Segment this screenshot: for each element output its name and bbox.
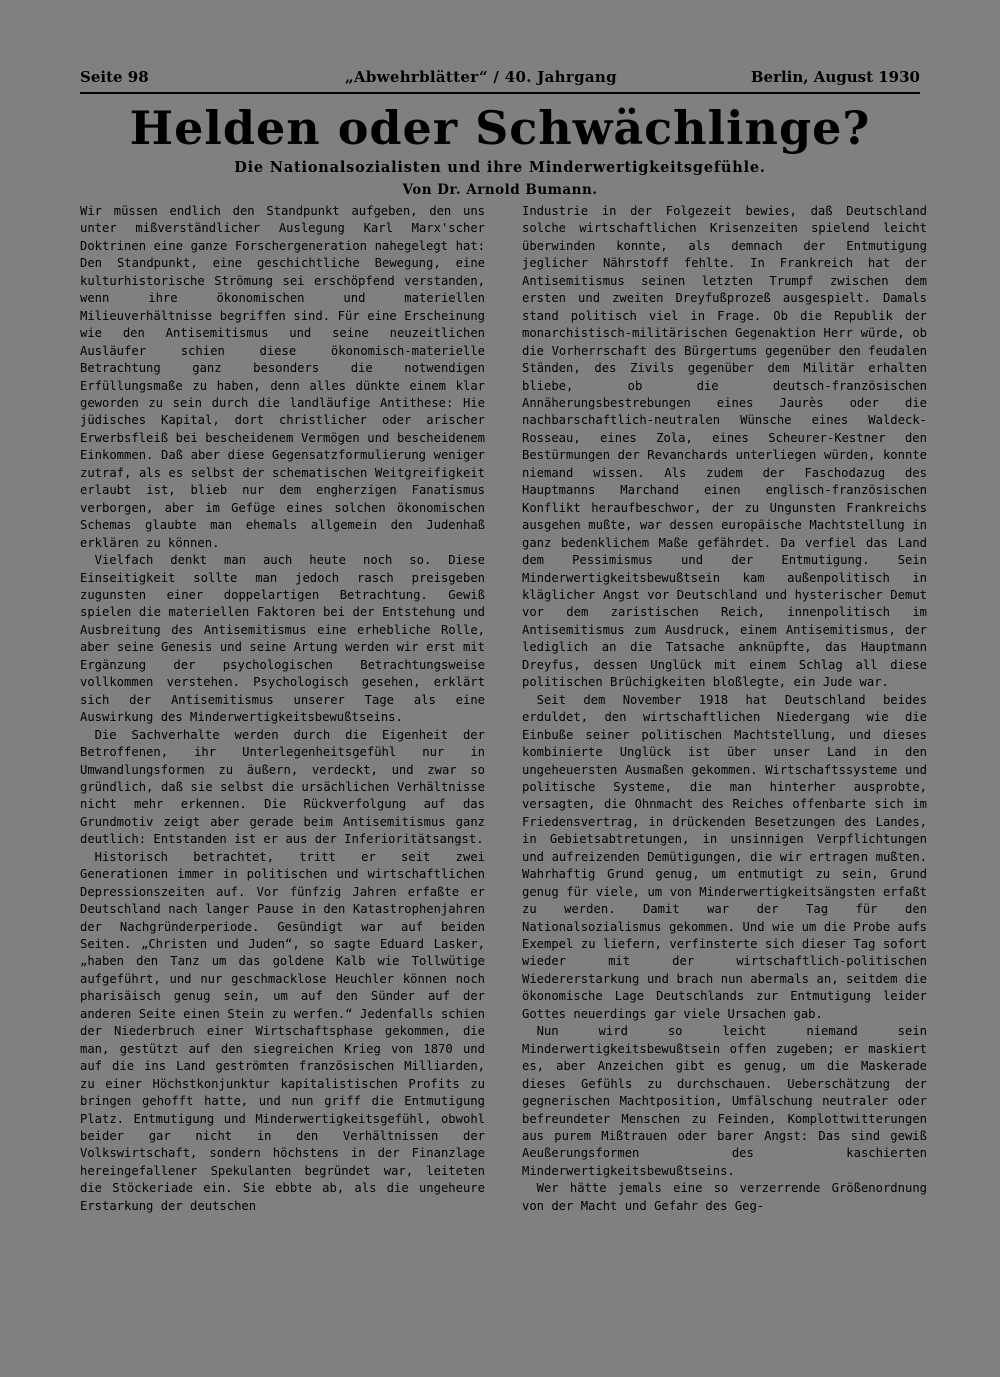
article-author: Von Dr. Arnold Bumann. — [402, 182, 598, 198]
article-title: Helden oder Schwächlinge? — [129, 101, 871, 155]
paragraph: Historisch betrachtet, tritt er seit zwei Generationen immer in politischen und wirtschaftlichen Depressionszeiten auf. Vor fünfzig Jahren erfaßte er Deutschland nach langer Pause in den Katastrophenjahren der Nachgründerperiode. Gesündigt war auf beiden Seiten. „Christen und Juden“, so sagte Eduard Lasker, „haben den Tanz um das goldene Kalb wie Tollwütige aufgeführt, und nur geschmacklose Heuchler können noch pharisäisch genug sein, um auf den Sünder auf der anderen Seite einen Stein zu werfen.“ Jedenfalls schien der Niederbruch einer Wirtschaftsphase gekommen, die man, gestützt auf den siegreichen Krieg von 1870 und auf die ins Land geströmten französischen Milliarden, zu einer Höchstkonjunktur kapitalistischen Profits zu bringen gehofft hatte, und nun griff die Entmutigung Platz. Entmutigung und Minderwertigkeitsgefühl, obwohl beider gar nicht in den Verhältnissen der Volkswirtschaft, sondern höchstens in der Finanzlage hereingefallener Spekulanten begründet war, leiteten die Stöckeriade ein. Sie ebbte ab, als die ungeheure Erstarkung der deutschen — [80, 849, 485, 1213]
publication-info: „Abwehrblätter“ / 40. Jahrgang — [345, 68, 617, 86]
right-column — [522, 203, 927, 1215]
article-subtitle: Die Nationalsozialisten und ihre Minderwertigkeitsgefühle. — [234, 159, 766, 176]
paragraph: Seit dem November 1918 hat Deutschland beides erduldet, den wirtschaftlichen Niedergang wie die Einbuße seiner politischen Machtstellung, und dieses kombinierte Unglück ist über unser Land in den ungeheuersten Ausmaßen gekommen. Wirtschaftssysteme und politische Systeme, die man hinterher ausprobte, versagten, die Ohnmacht des Reiches offenbarte sich im Friedensvertrag, in drückenden Besetzungen des Landes, in Gebietsabtretungen, in unsinnigen Verpflichtungen und aufreizenden Demütigungen, die wir ertragen mußten. Wahrhaftig Grund genug, um entmutigt zu sein, Grund genug für viele, um von Minderwertigkeitsängsten erfaßt zu werden. Damit war der Tag für den Nationalsozialismus gekommen. Und wie um die Probe aufs Exempel zu liefern, verfinsterte sich dieser Tag sofort wieder mit der wirtschaftlich-politischen Wiedererstarkung und brach nun abermals an, seitdem die ökonomische Lage Deutschlands zur Entmutigung leider Gottes neuerdings gar viele Ursachen gab. — [522, 692, 927, 1021]
paragraph: Nun wird so leicht niemand sein Minderwertigkeitsbewußtsein offen zugeben; er maskiert es, aber Anzeichen gibt es genug, um die Maskerade dieses Gefühls zu durchschauen. Ueberschätzung der gegnerischen Machtposition, Umfälschung neutraler oder befreundeter Menschen zu Feinden, Komplottwitterungen aus purem Mißtrauen oder barer Angst: Das sind gewiß Aeußerungsformen des kaschierten Minderwertigkeitsbewußtseins. — [522, 1024, 927, 1178]
page-header — [80, 68, 920, 90]
paragraph: Die Sachverhalte werden durch die Eigenheit der Betroffenen, ihr Unterlegenheitsgefühl nur in Umwandlungsformen zu äußern, verdeckt, und zwar so gründlich, daß sie selbst die ursächlichen Verhältnisse nicht mehr erkennen. Die Rückverfolgung auf das Grundmotiv zeigt aber gerade beim Antisemitismus ganz deutlich: Entstanden ist er aus der Inferioritätsangst. — [80, 727, 485, 847]
paragraph: Vielfach denkt man auch heute noch so. Diese Einseitigkeit sollte man jedoch rasch preisgeben zugunsten einer doppelartigen Betrachtung. Gewiß spielen die materiellen Faktoren bei der Entstehung und Ausbreitung des Antisemitismus eine erhebliche Rolle, aber seine Genesis und seine Artung werden wir erst mit Ergänzung der psychologischen Betrachtungsweise vollkommen verstehen. Psychologisch gesehen, erklärt sich der Antisemitismus unserer Tage als eine Auswirkung des Minderwertigkeitsbewußtseins. — [80, 553, 485, 725]
page-number: Seite 98 — [80, 68, 149, 86]
left-column — [80, 203, 485, 1215]
place-date: Berlin, August 1930 — [750, 68, 920, 86]
paragraph: Industrie in der Folgezeit bewies, daß Deutschland solche wirtschaftlichen Krisenzeiten spielend leicht überwinden konnte, als demnach der Entmutigung jeglicher Nährstoff fehlte. In Frankreich hat der Antisemitismus seinen letzten Trumpf zwischen dem ersten und zweiten Dreyfußprozeß ausgespielt. Damals stand politisch viel in Frage. Ob die Republik der monarchistisch-militärischen Gegenaktion Herr würde, ob die Vorherrschaft des Bürgertums gegenüber den feudalen Ständen, des Zivils gegenüber dem Militär erhalten bliebe, ob die deutsch-französischen Annäherungsbestrebungen eines Jaurès oder die nachbarschaftlich-neutralen Wünsche eines Waldeck-Rosseau, eines Zola, eines Scheurer-Kestner den Bestürmungen der Revanchards unterliegen würden, konnte niemand wissen. Als zudem der Faschodazug des Hauptmanns Marchand einen englisch-französischen Konflikt heraufbeschwor, der zu Ungunsten Frankreichs ausgehen mußte, war dessen europäische Machtstellung in ganz bedenklichem Maße gefährdet. Da verfiel das Land dem Pessimismus und der Entmutigung. Sein Minderwertigkeitsbewußtsein kam außenpolitisch in kläglicher Angst vor Deutschland und hysterischer Demut vor dem zaristischen Reich, innenpolitisch im Antisemitismus zum Ausdruck, einem Antisemitismus, der lediglich an die Tatsache anknüpfte, das Hauptmann Dreyfus, dessen Unglück mit einem Schlag all diese politischen Brüchigkeiten bloßlegte, ein Jude war. — [522, 204, 927, 690]
header-rule — [80, 92, 920, 94]
paragraph: Wir müssen endlich den Standpunkt aufgeben, den uns unter mißverständlicher Auslegung Karl Marx'scher Doktrinen eine ganze Forschergeneration nahegelegt hat: Den Standpunkt, eine geschichtliche Bewegung, eine kulturhistorische Strömung sei erschöpfend verstanden, wenn ihre ökonomischen und materiellen Milieuverhältnisse begriffen sind. Für eine Erscheinung wie den Antisemitismus und seine neuzeitlichen Ausläufer schien diese ökonomisch-materielle Betrachtung ganz besonders die notwendigen Erfüllungsmaße zu haben, denn alles dünkte einem klar geworden zu sein durch die landläufige Antithese: Hie jüdisches Kapital, dort christlicher oder arischer Erwerbsfleiß bei bescheidenem Vermögen und bescheidenem Einkommen. Daß aber diese Gegensatzformulierung weniger zutraf, als es selbst der schematischen Weitgreifigkeit erlaubt ist, blieb nur dem engherzigen Fanatismus verborgen, aber im Gefüge eines solchen ökonomischen Schemas glaubte man ehemals allgemein den Judenhaß erklären zu können. — [80, 204, 485, 550]
paragraph: Wer hätte jemals eine so verzerrende Größenordnung von der Macht und Gefahr des Geg- — [522, 1181, 927, 1213]
